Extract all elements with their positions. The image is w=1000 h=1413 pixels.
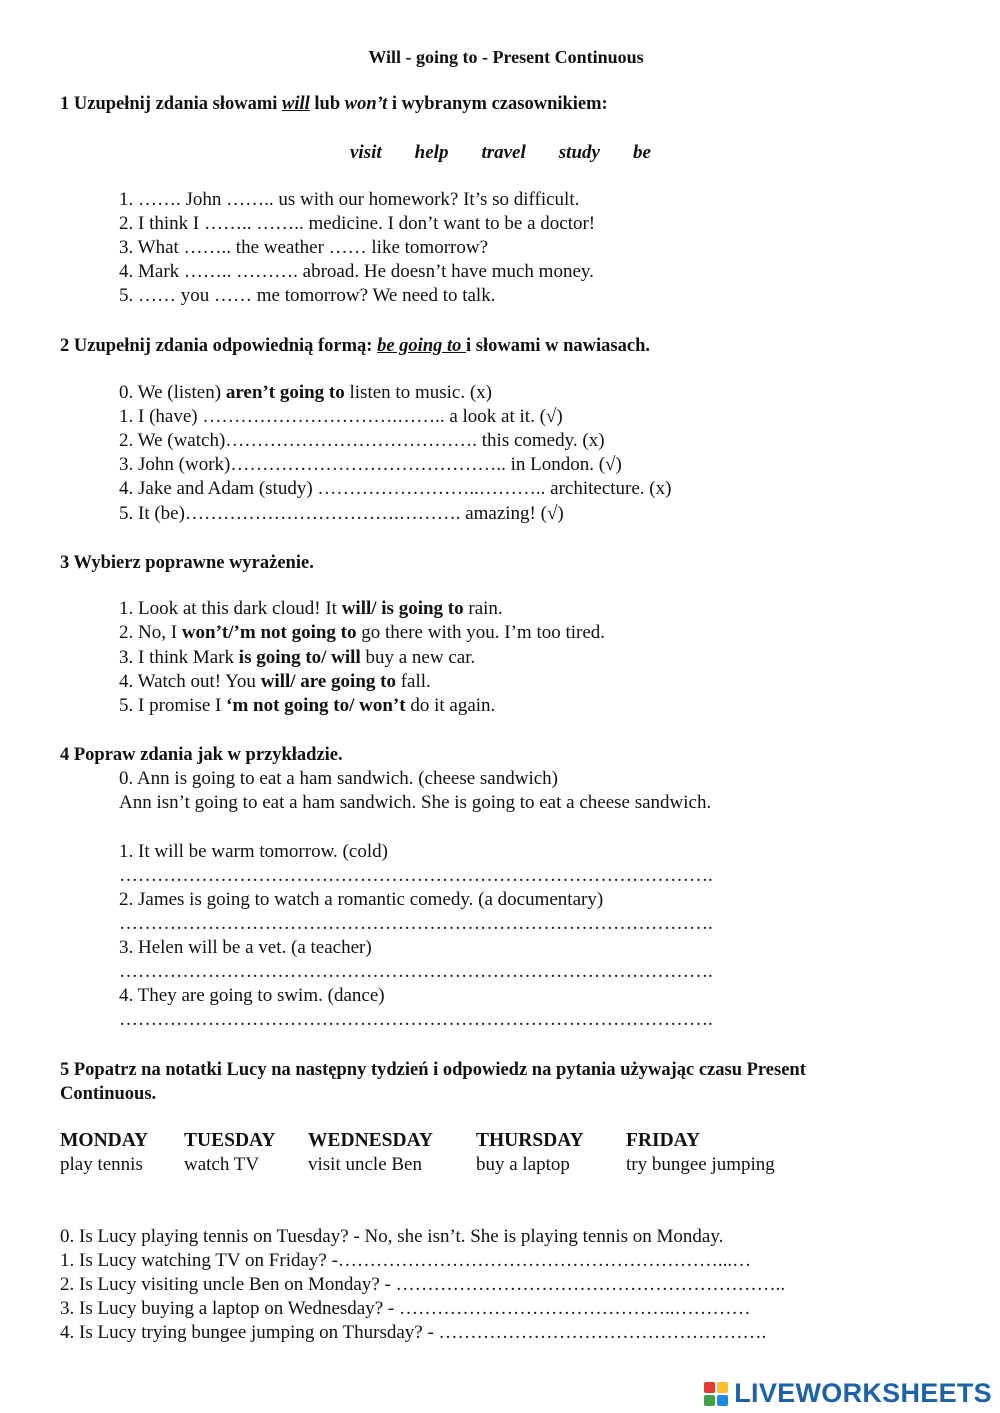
choice-options: will/ are going to [260,671,396,692]
line-text: buy a new car. [360,647,476,668]
day-label: WEDNESDAY [308,1130,433,1151]
exercise-3-line [119,646,475,670]
choice-options: ‘m not going to/ won’t [226,695,406,716]
verb-bank [350,141,651,165]
day-label: MONDAY [60,1130,149,1151]
exercise-1-line: 3. What …….. the weather …… like tomorrow? [119,237,488,258]
exercise-5-question[interactable]: 1. Is Lucy watching TV on Friday? -……………………………………………………...… [60,1250,752,1271]
exercise-1-line: 5. …… you …… me tomorrow? We need to talk. [119,285,496,306]
example-text-a: 0. We (listen) [119,382,226,403]
example-text-c: listen to music. (x) [344,382,492,403]
exercise-3-line [119,621,605,645]
phrase-be-going-to: be going to [377,336,466,356]
exercise-4-item: 4. They are going to swim. (dance) [119,985,385,1006]
line-text: do it again. [405,695,496,716]
verb-bank-word: be [632,142,651,163]
word-will: will [282,94,310,114]
day-activity: try bungee jumping [626,1154,775,1175]
choice-options: won’t/’m not going to [181,622,357,643]
section-2-heading-a: 2 Uzupełnij zdania odpowiednią formą: [60,336,378,356]
answer-line[interactable]: …………………………………………………………………………………. [119,1009,713,1030]
day-label: TUESDAY [184,1130,276,1151]
exercise-4-item: 3. Helen will be a vet. (a teacher) [119,937,372,958]
exercise-4-item: 2. James is going to watch a romantic comedy. (a documentary) [119,889,604,910]
section-1-heading-c: i wybranym czasownikiem: [387,94,608,114]
exercise-4-example-answer: Ann isn’t going to eat a ham sandwich. She is going to eat a cheese sandwich. [119,792,712,813]
verb-bank-word: travel [481,142,526,163]
answer-line[interactable]: …………………………………………………………………………………. [119,865,713,886]
exercise-2-line: 5. It (be)…………………………….………. amazing! (√) [119,503,564,524]
line-text: 5. I promise I [119,695,227,716]
section-2-heading [60,334,650,358]
liveworksheets-logo [704,1378,992,1409]
verb-bank-word: help [414,142,449,163]
line-text: 2. No, I [119,622,182,643]
section-5-heading-line-2: Continuous. [60,1084,157,1104]
line-text: fall. [395,671,431,692]
section-5-heading-line-1: 5 Popatrz na notatki Lucy na następny tydzień i odpowiedz na pytania używając czasu Present [60,1060,806,1080]
verb-bank-word: study [558,142,600,163]
word-wont: won’t [344,94,388,114]
line-text: 1. Look at this dark cloud! It [119,598,342,619]
exercise-1-line: 4. Mark …….. ………. abroad. He doesn’t have much money. [119,261,594,282]
exercise-5-question: 0. Is Lucy playing tennis on Tuesday? - No, she isn’t. She is playing tennis on Monday. [60,1226,724,1247]
day-activity: watch TV [184,1154,260,1175]
exercise-5-question[interactable]: 4. Is Lucy trying bungee jumping on Thursday? - ……………………………………………. [60,1322,767,1343]
exercise-2-line: 2. We (watch)…………………………………. this comedy. (x) [119,430,605,451]
line-text: 4. Watch out! You [119,671,261,692]
exercise-2-line: 1. I (have) ………………………….…….. a look at it. (√) [119,406,563,427]
verb-bank-word: visit [350,142,382,163]
logo-mark-icon [704,1382,728,1406]
exercise-5-question[interactable]: 2. Is Lucy visiting uncle Ben on Monday? - …………………………………………………….. [60,1274,786,1295]
exercise-4-item: 1. It will be warm tomorrow. (cold) [119,841,388,862]
section-1-heading-b: lub [309,94,345,114]
exercise-2-line: 4. Jake and Adam (study) ……………………..……….. architecture. (x) [119,478,672,499]
exercise-4-example-prompt: 0. Ann is going to eat a ham sandwich. (cheese sandwich) [119,768,558,789]
exercise-3-line [119,694,495,718]
exercise-5-question[interactable]: 3. Is Lucy buying a laptop on Wednesday? - ……………………………………..………… [60,1298,751,1319]
exercise-1-line: 2. I think I …….. …….. medicine. I don’t want to be a doctor! [119,213,596,234]
day-label: THURSDAY [476,1130,584,1151]
section-4-heading: 4 Popraw zdania jak w przykładzie. [60,745,343,765]
exercise-3-line [119,670,431,694]
day-activity: visit uncle Ben [308,1154,422,1175]
exercise-2-line: 3. John (work)…………………………………….. in London. (√) [119,454,622,475]
answer-line[interactable]: …………………………………………………………………………………. [119,961,713,982]
day-activity: buy a laptop [476,1154,570,1175]
line-text: rain. [463,598,503,619]
logo-square [717,1382,728,1393]
exercise-2-example [119,381,492,405]
logo-square [704,1382,715,1393]
exercise-1-line: 1. ……. John …….. us with our homework? It’s so difficult. [119,189,580,210]
section-2-heading-b: i słowami w nawiasach. [466,336,650,356]
line-text: go there with you. I’m too tired. [356,622,606,643]
exercise-3-line [119,597,503,621]
section-1-heading-a: 1 Uzupełnij zdania słowami [60,94,283,114]
logo-text: LIVEWORKSHEETS [734,1378,992,1408]
section-3-heading: 3 Wybierz poprawne wyrażenie. [60,553,314,573]
logo-square [704,1395,715,1406]
choice-options: will/ is going to [341,598,464,619]
day-label: FRIDAY [626,1130,701,1151]
day-activity: play tennis [60,1154,143,1175]
logo-square [717,1395,728,1406]
line-text: 3. I think Mark [119,647,239,668]
answer-line[interactable]: …………………………………………………………………………………. [119,913,713,934]
example-answer: aren’t going to [225,382,345,403]
section-1-heading [60,92,608,116]
page-title: Will - going to - Present Continuous [368,47,644,67]
choice-options: is going to/ will [238,647,361,668]
